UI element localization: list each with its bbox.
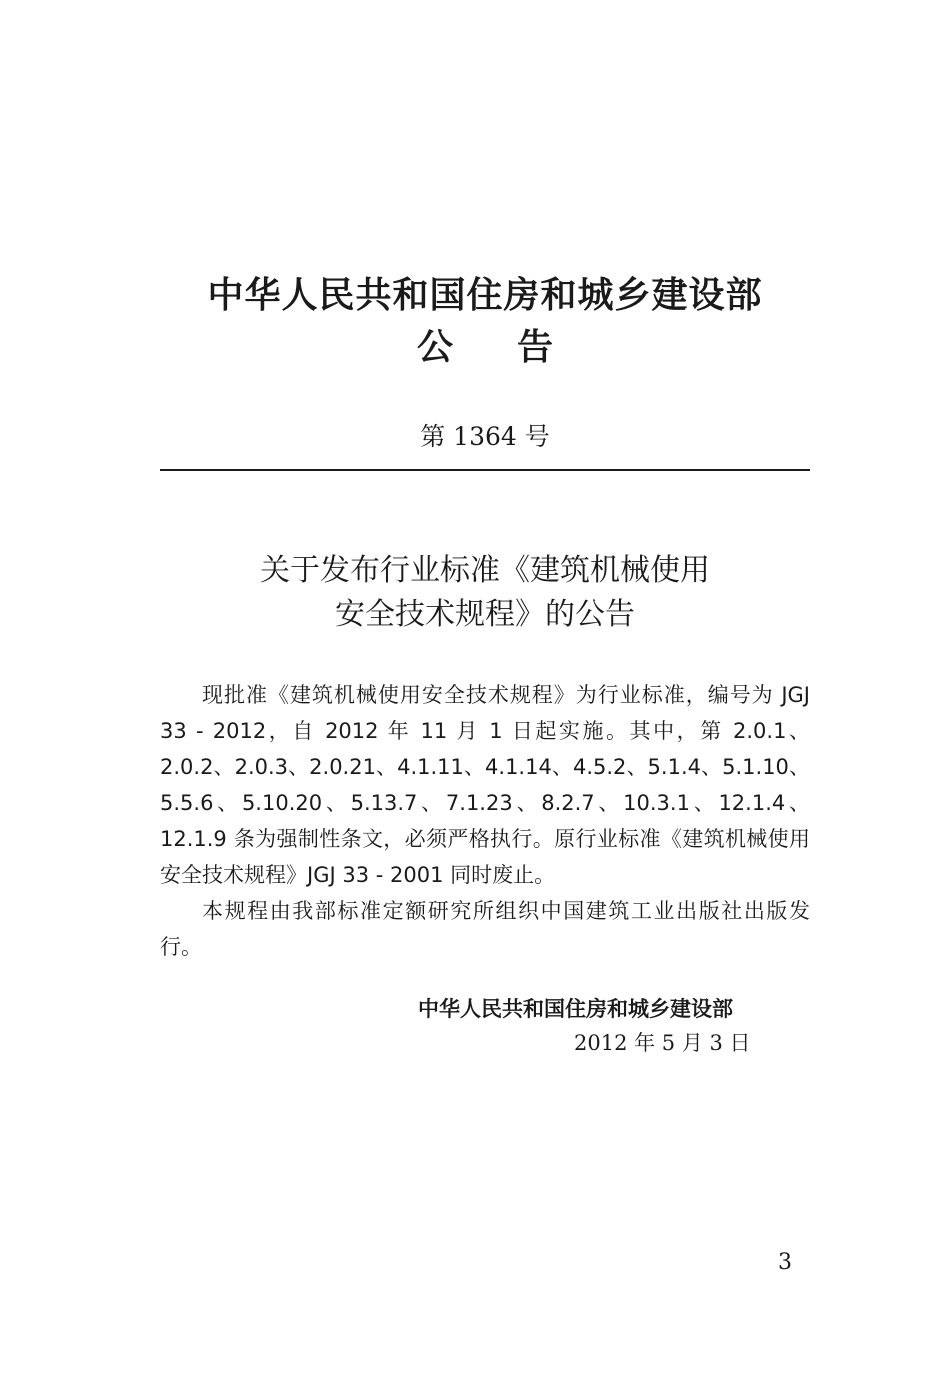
notice-heading-char-1: 公 (416, 327, 453, 368)
notice-body (160, 677, 810, 965)
notice-heading (0, 322, 950, 374)
page-number: 3 (778, 1250, 792, 1275)
body-paragraph-1: 现批准《建筑机械使用安全技术规程》为行业标准，编号为 JGJ 33 - 2012，自 2012 年 11 月 1 日起实施。其中，第 2.0.1、2.0.2、2.0.3、2.0.21、4.1.11、4.1.14、4.5.2、5.1.4、5.1.10、5.5.6、5.10.20、5.13.7、7.1.23、8.2.7、10.3.1、12.1.4、12.1.9 条为强制性条文，必须严格执行。原行业标准《建筑机械使用安全技术规程》JGJ 33 - 2001 同时废止。 (160, 683, 810, 887)
header-divider (160, 469, 810, 471)
notice-number: 第 1364 号 (420, 422, 550, 451)
signature-date: 2012 年 5 月 3 日 (574, 1031, 751, 1055)
issuing-authority-title: 中华人民共和国住房和城乡建设部 (207, 275, 763, 316)
notice-heading-char-2: 告 (517, 327, 554, 368)
body-paragraph-2: 本规程由我部标准定额研究所组织中国建筑工业出版社出版发行。 (160, 899, 810, 959)
notice-subject (0, 549, 950, 637)
signature-organization: 中华人民共和国住房和城乡建设部 (418, 997, 733, 1021)
notice-subject-line-1: 关于发布行业标准《建筑机械使用 (260, 553, 710, 588)
notice-subject-line-2: 安全技术规程》的公告 (335, 597, 635, 632)
